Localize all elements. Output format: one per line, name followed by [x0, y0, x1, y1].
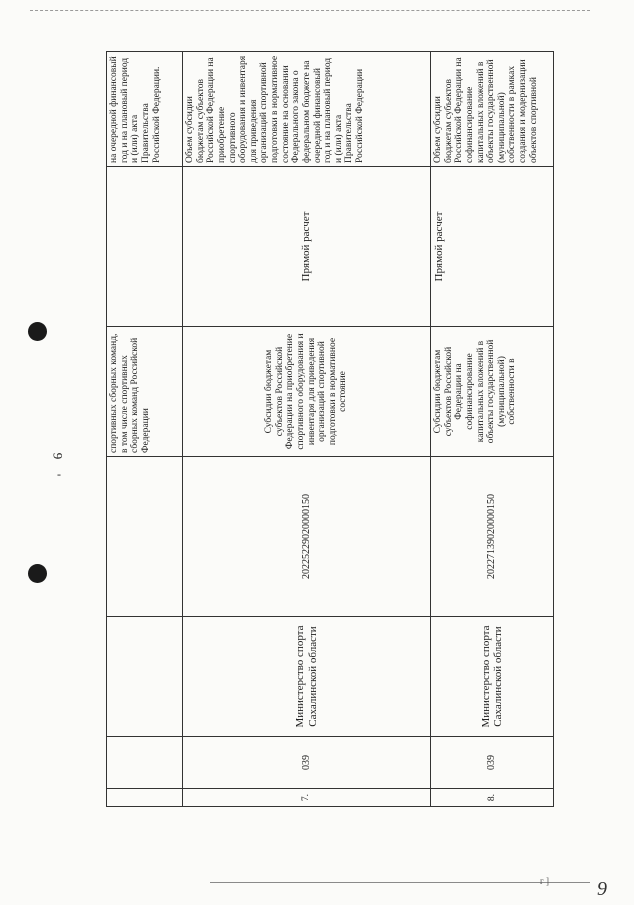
table-container [106, 52, 553, 807]
cell-basis: на очередной финансовый год и на плановый период и (или) акта Правительства Российской Федерации. [107, 52, 183, 167]
corner-page-number: 9 [597, 878, 607, 900]
table-row-continuation [107, 52, 183, 807]
cell-code [107, 737, 183, 789]
cell-name: Субсидии бюджетам субъектов Российской Федерации на приобретение спортивного оборудования и инвентаря для приведения организаций спортивной подготовки в нормативное состояние [183, 327, 431, 457]
table-row-7 [183, 52, 431, 807]
cell-kbk [107, 457, 183, 617]
scan-noise-top [30, 10, 590, 15]
cell-basis: Объем субсидии бюджетам субъектов Российской Федерации на приобретение спортивного оборудования и инвентаря для приведения организаций спортивной подготовки в нормативное состояние на основании Федерального закона о федеральном бюджете на очередной финансовый год и на плановый период и (или) акта Правительства Российской Федерации [183, 52, 431, 167]
punch-hole-top [28, 322, 47, 341]
cell-number: 7. [183, 789, 431, 807]
cell-number [107, 789, 183, 807]
page-dash: - [57, 467, 61, 481]
page-number-rotated: 9 [50, 452, 66, 460]
bottom-rule [210, 882, 590, 883]
cell-method: Прямой расчет [431, 167, 554, 327]
cell-kbk: 20225229020000150 [183, 457, 431, 617]
cell-ministry: Министерство спорта Сахалинской области [183, 617, 431, 737]
cell-basis: Объем субсидии бюджетам субъектов Российской Федерации на софинансирование капитальных вложений в объекты государственной (муниципальной) собственности в рамках создания и модернизации объектов спортивной [431, 52, 554, 167]
cell-number: 8. [431, 789, 554, 807]
revenue-table [106, 51, 554, 807]
cell-name: Субсидии бюджетам субъектов Российской Федерации на софинансирование капитальных вложений в объекты государственной (муниципальной) собственности в [431, 327, 554, 457]
cell-method [107, 167, 183, 327]
cell-code: 039 [183, 737, 431, 789]
punch-hole-bottom [28, 564, 47, 583]
cell-name: спортивных сборных команд, в том числе спортивных сборных команд Российской Федерации [107, 327, 183, 457]
table-row-8 [431, 52, 554, 807]
cell-code: 039 [431, 737, 554, 789]
bottom-mark: г ] [540, 876, 549, 886]
cell-kbk: 20227139020000150 [431, 457, 554, 617]
cell-ministry: Министерство спорта Сахалинской области [431, 617, 554, 737]
cell-ministry [107, 617, 183, 737]
cell-method: Прямой расчет [183, 167, 431, 327]
